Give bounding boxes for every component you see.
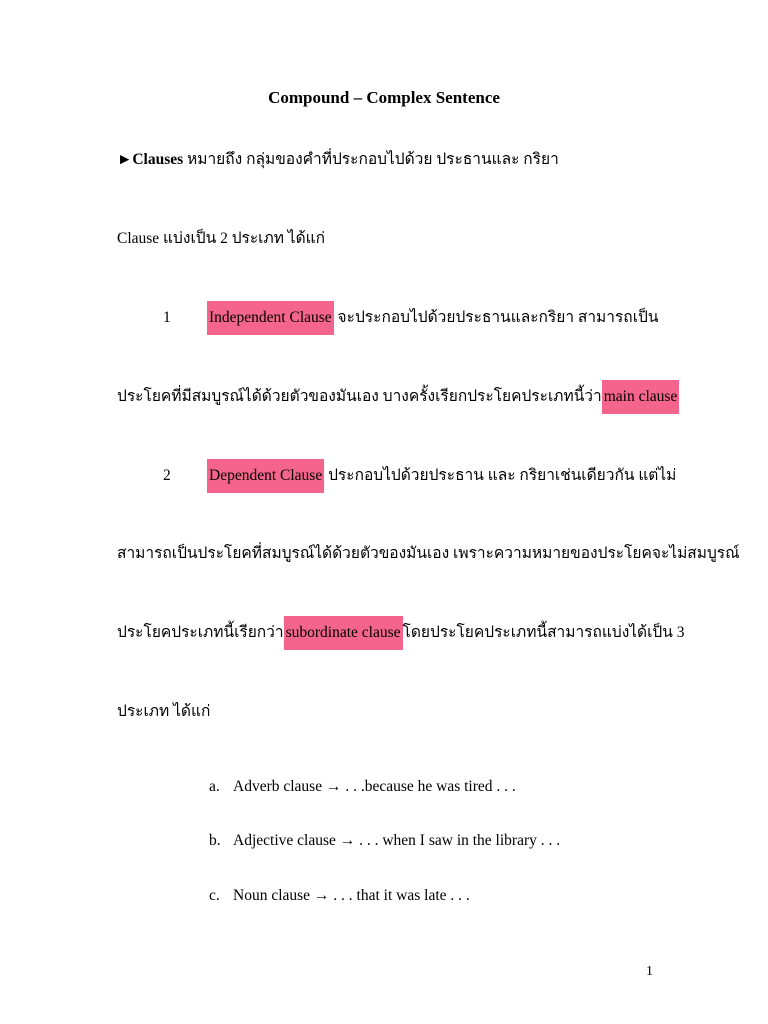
list-item-text: Noun clause → . . . that it was late . . .	[233, 887, 470, 904]
section-1-text: จะประกอบไปด้วยประธานและกริยา สามารถเป็น	[333, 309, 659, 326]
main-clause-highlight: main clause	[602, 380, 680, 414]
intro-line	[117, 149, 559, 171]
section-2-line	[207, 465, 676, 487]
list-item	[209, 776, 516, 798]
list-item-text: Adjective clause → . . . when I saw in the library . . .	[233, 832, 561, 849]
section-2-line-4: ประเภท ได้แก่	[117, 703, 211, 720]
section-2-line-3	[117, 622, 684, 644]
section-2-number: 2	[163, 467, 171, 484]
bullet-arrow-icon: ►	[117, 151, 133, 168]
list-item	[209, 885, 470, 907]
section-1-cont-text: ประโยคที่มีสมบูรณ์ได้ด้วยตัวของมันเอง บางครั้งเรียกประโยคประเภทนี้ว่า	[117, 388, 602, 405]
list-item-letter: c.	[209, 887, 220, 904]
list-item-text: Adverb clause → . . .because he was tired . . .	[233, 778, 516, 795]
list-item	[209, 830, 560, 852]
page-number: 1	[646, 964, 653, 979]
intro-text: หมายถึง กลุ่มของคำที่ประกอบไปด้วย ประธานและ กริยา	[183, 151, 559, 168]
list-item-letter: b.	[209, 832, 221, 849]
section-2-line-3-pre: ประโยคประเภทนี้เรียกว่า	[117, 624, 284, 641]
section-2-text: ประกอบไปด้วยประธาน และ กริยาเช่นเดียวกัน แต่ไม่	[324, 467, 677, 484]
section-1-continuation	[117, 386, 679, 408]
section-2-line-3-post: โดยประโยคประเภทนี้สามารถแบ่งได้เป็น 3	[402, 624, 685, 641]
dependent-clause-highlight: Dependent Clause	[207, 459, 324, 493]
clauses-term: Clauses	[132, 151, 184, 168]
page-title: Compound – Complex Sentence	[268, 88, 500, 107]
types-line: Clause แบ่งเป็น 2 ประเภท ได้แก่	[117, 230, 326, 247]
section-1-line	[207, 307, 658, 329]
list-item-letter: a.	[209, 778, 220, 795]
independent-clause-highlight: Independent Clause	[207, 301, 334, 335]
section-1-number: 1	[163, 309, 171, 326]
section-2-line-2: สามารถเป็นประโยคที่สมบูรณ์ได้ด้วยตัวของมันเอง เพราะความหมายของประโยคจะไม่สมบูรณ์	[117, 545, 740, 562]
subordinate-clause-highlight: subordinate clause	[284, 616, 403, 650]
